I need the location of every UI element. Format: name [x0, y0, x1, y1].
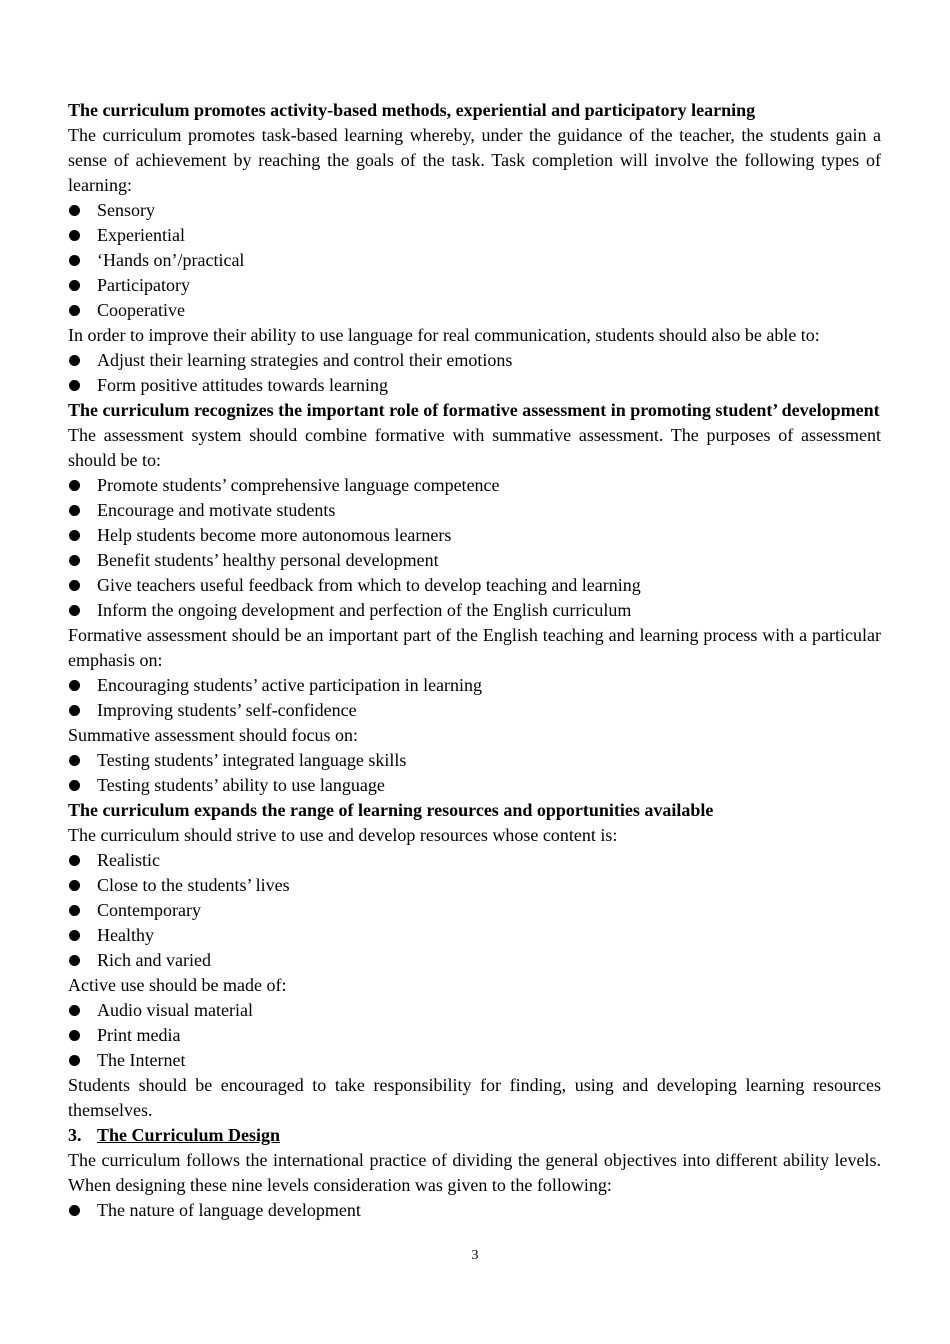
bullet-icon [69, 505, 80, 516]
bullet-icon [69, 380, 80, 391]
paragraph-resource-content: The curriculum should strive to use and develop resources whose content is: [68, 825, 618, 845]
paragraph-student-responsibility: Students should be encouraged to take responsibility for finding, using and developing learning resources themselves. [68, 1075, 881, 1120]
bullet-icon [69, 605, 80, 616]
bullet-icon [69, 705, 80, 716]
list-item: Sensory [68, 198, 881, 223]
list-item: Inform the ongoing development and perfection of the English curriculum [68, 598, 881, 623]
section-heading-curriculum-design [68, 1123, 881, 1148]
page-number: 3 [471, 1248, 479, 1263]
list-item: Experiential [68, 223, 881, 248]
list-item: Help students become more autonomous learners [68, 523, 881, 548]
section-title: The Curriculum Design [97, 1125, 281, 1145]
bullet-icon [69, 305, 80, 316]
bullet-icon [69, 905, 80, 916]
heading-formative-assessment: The curriculum recognizes the important role of formative assessment in promoting student’ development [68, 400, 880, 420]
paragraph-task-based-learning: The curriculum promotes task-based learning whereby, under the guidance of the teacher, the students gain a sense of achievement by reaching the goals of the task. Task completion will involve the following types of learning: [68, 125, 881, 195]
paragraph-summative-focus: Summative assessment should focus on: [68, 725, 358, 745]
list-item: Promote students’ comprehensive language competence [68, 473, 881, 498]
list-item: Give teachers useful feedback from which to develop teaching and learning [68, 573, 881, 598]
list-item: The Internet [68, 1048, 881, 1073]
bullet-icon [69, 280, 80, 291]
paragraph-real-communication: In order to improve their ability to use language for real communication, students should also be able to: [68, 325, 820, 345]
bullet-icon [69, 530, 80, 541]
bullet-icon [69, 955, 80, 966]
list-item: Adjust their learning strategies and control their emotions [68, 348, 881, 373]
bullet-icon [69, 930, 80, 941]
list-item: Testing students’ integrated language skills [68, 748, 881, 773]
list-item: ‘Hands on’/practical [68, 248, 881, 273]
paragraph-active-use: Active use should be made of: [68, 975, 287, 995]
list-assessment-purposes [68, 473, 881, 623]
list-item: Cooperative [68, 298, 881, 323]
bullet-icon [69, 355, 80, 366]
list-item: Audio visual material [68, 998, 881, 1023]
section-number: 3. [68, 1125, 82, 1145]
bullet-icon [69, 255, 80, 266]
list-item: Form positive attitudes towards learning [68, 373, 881, 398]
bullet-icon [69, 1055, 80, 1066]
bullet-icon [69, 205, 80, 216]
list-item: Testing students’ ability to use language [68, 773, 881, 798]
list-item: Healthy [68, 923, 881, 948]
list-item: The nature of language development [68, 1198, 881, 1223]
bullet-icon [69, 1005, 80, 1016]
list-item: Benefit students’ healthy personal development [68, 548, 881, 573]
paragraph-assessment-system: The assessment system should combine formative with summative assessment. The purposes of assessment should be to: [68, 425, 881, 470]
list-formative-emphasis [68, 673, 881, 723]
bullet-icon [69, 230, 80, 241]
list-item: Participatory [68, 273, 881, 298]
bullet-icon [69, 555, 80, 566]
bullet-icon [69, 755, 80, 766]
bullet-icon [69, 580, 80, 591]
list-item: Contemporary [68, 898, 881, 923]
bullet-icon [69, 1205, 80, 1216]
list-resource-qualities [68, 848, 881, 973]
bullet-icon [69, 780, 80, 791]
bullet-icon [69, 1030, 80, 1041]
bullet-icon [69, 680, 80, 691]
heading-activity-based-learning: The curriculum promotes activity-based methods, experiential and participatory learning [68, 100, 756, 120]
list-media-types [68, 998, 881, 1073]
bullet-icon [69, 855, 80, 866]
heading-learning-resources: The curriculum expands the range of learning resources and opportunities available [68, 800, 714, 820]
list-item: Close to the students’ lives [68, 873, 881, 898]
list-summative-focus [68, 748, 881, 798]
list-item: Realistic [68, 848, 881, 873]
list-learning-types [68, 198, 881, 323]
list-item: Encourage and motivate students [68, 498, 881, 523]
paragraph-formative-emphasis: Formative assessment should be an important part of the English teaching and learning process with a particular emphasis on: [68, 625, 881, 670]
paragraph-ability-levels: The curriculum follows the international practice of dividing the general objectives into different ability levels. When designing these nine levels consideration was given to the following: [68, 1150, 881, 1195]
list-student-abilities [68, 348, 881, 398]
list-item: Rich and varied [68, 948, 881, 973]
list-item: Encouraging students’ active participation in learning [68, 673, 881, 698]
bullet-icon [69, 880, 80, 891]
list-item: Print media [68, 1023, 881, 1048]
document-page [68, 98, 881, 1223]
bullet-icon [69, 480, 80, 491]
list-item: Improving students’ self-confidence [68, 698, 881, 723]
list-design-considerations [68, 1198, 881, 1223]
